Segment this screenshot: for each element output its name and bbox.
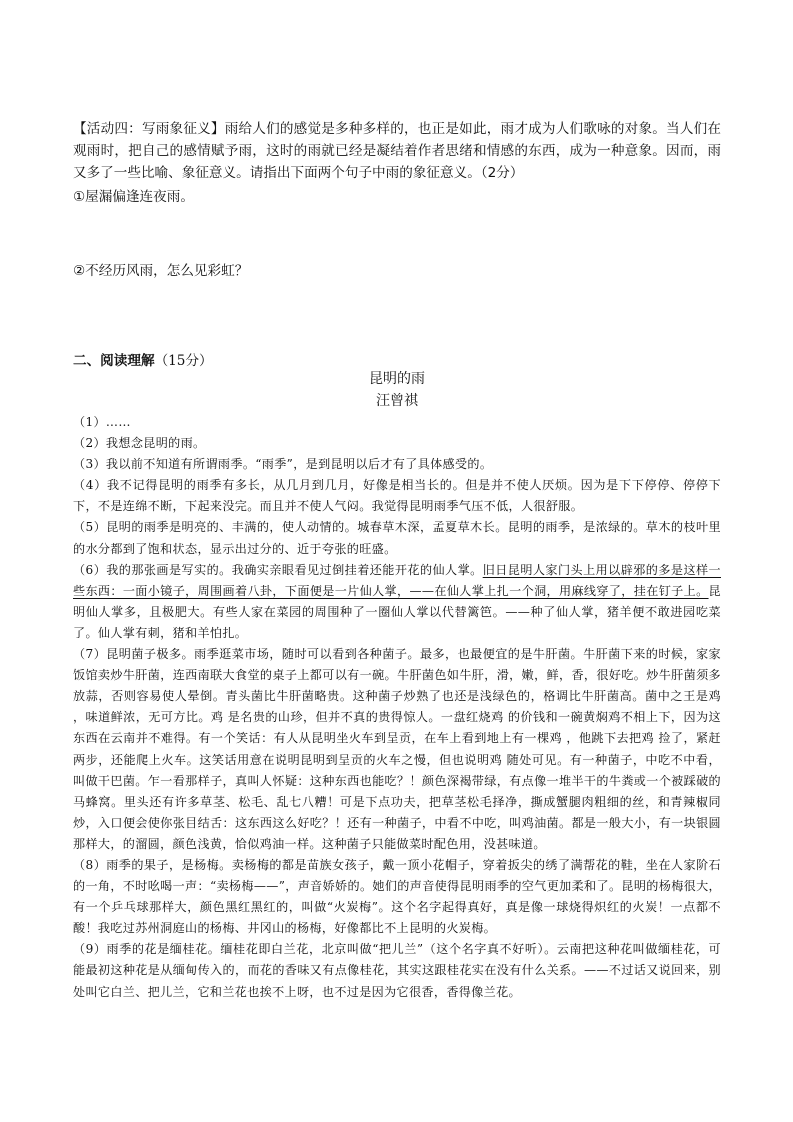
paragraph-1: （1）……: [73, 415, 131, 429]
activity-four-prompt: [73, 118, 721, 184]
section-heading-text: 二、阅读理解: [73, 353, 155, 369]
question-sentence-2: ②不经历风雨，怎么见彩虹？: [73, 263, 249, 279]
activity-label: 【活动四：写雨象征义】: [73, 121, 225, 137]
paragraph-6-part-b: 昆明仙人掌多，且极肥大。有些人家在菜园的周围种了一圈仙人掌以代替篱笆。——种了仙人掌，猪羊便不敢进园吃菜了。仙人掌有刺，猪和羊怕扎。: [73, 583, 721, 640]
paragraph-6-underlined-sentence: 旧日昆明人家门头上用以辟邪的多是这样一些东西：一面小镜子，周围画着八卦，下面便是一片仙人掌，——在仙人掌上扎一个洞，用麻线穿了，挂在钉子上。: [73, 562, 721, 598]
document-page: [73, 118, 721, 1003]
paragraph-7: （7）昆明菌子极多。雨季逛菜市场，随时可以看到各种菌子。最多，也最便宜的是牛肝菌。牛肝菌下来的时候，家家饭馆卖炒牛肝菌，连西南联大食堂的桌子上都可以有一碗。牛肝菌色如牛肝，滑，嫩，鲜，香，很好吃。炒牛肝菌须多放蒜，否则容易使人晕倒。青头菌比牛肝菌略贵。这种菌子炒熟了也还是浅绿色的，格调比牛肝菌高。菌中之王是鸡 ，味道鲜浓，无可方比。鸡 是名贵的山珍，但并不真的贵得惊人。一盘红烧鸡 的价钱和一碗黄焖鸡不相上下，因为这东西在云南并不难得。有一个笑话：有人从昆明坐火车到呈贡，在车上看到地上有一棵鸡 ，他跳下去把鸡 捡了，紧赶两步，还能爬上火车。这笑话用意在说明昆明到呈贡的火车之慢，但也说明鸡 随处可见。有一种菌子，中吃不中看，叫做干巴菌。乍一看那样子，真叫人怀疑：这种东西也能吃？！颜色深褐带绿，有点像一堆半干的牛粪或一个被踩破的马蜂窝。里头还有许多草茎、松毛、乱七八糟！可是下点功夫，把草茎松毛择净，撕成蟹腿肉粗细的丝，和青辣椒同炒，入口便会使你张目结舌：这东西这么好吃？！还有一种菌子，中看不中吃，叫鸡油菌。都是一般大小，有一块银圆那样大，的溜圆，颜色浅黄，恰似鸡油一样。这种菌子只能做菜时配色用，没甚味道。: [73, 647, 721, 851]
article-body: [73, 412, 721, 1003]
question-sentence-1: ①屋漏偏逢连夜雨。: [73, 189, 194, 205]
article-author: 汪曾祺: [376, 393, 418, 409]
paragraph-4: （4）我不记得昆明的雨季有多长，从几月到几月，好像是相当长的。但是并不使人厌烦。因为是下下停停、停停下下，不是连绵不断，下起来没完。而且并不使人气闷。我觉得昆明雨季气压不低，人很舒服。: [73, 478, 721, 514]
paragraph-6-part-a: （6）我的那张画是写实的。我确实亲眼看见过倒挂着还能开花的仙人掌。: [73, 562, 483, 577]
paragraph-6: [73, 560, 721, 644]
paragraph-5: （5）昆明的雨季是明亮的、丰满的，使人动情的。城春草木深，孟夏草木长。昆明的雨季，是浓绿的。草木的枝叶里的水分都到了饱和状态，显示出过分的、近于夸张的旺盛。: [73, 520, 721, 556]
section-score: （15分）: [154, 353, 213, 369]
paragraph-8: （8）雨季的果子，是杨梅。卖杨梅的都是苗族女孩子，戴一顶小花帽子，穿着扳尖的绣了满帮花的鞋，坐在人家阶石的一角，不时吆喝一声：“卖杨梅——”，声音娇娇的。她们的声音使得昆明雨季的空气更加柔和了。昆明的杨梅很大，有一个乒乓球那样大，颜色黑红黑红的，叫做“火炭梅”。这个名字起得真好，真是像一球烧得炽红的火炭！一点都不酸！我吃过苏州洞庭山的杨梅、井冈山的杨梅，好像都比不上昆明的火炭梅。: [73, 857, 721, 936]
paragraph-9: （9）雨季的花是缅桂花。缅桂花即白兰花，北京叫做“把儿兰”（这个名字真不好听）。云南把这种花叫做缅桂花，可能最初这种花是从缅甸传入的，而花的香味又有点像桂花，其实这跟桂花实在没有什么关系。——不过话又说回来，别处叫它白兰、把儿兰，它和兰花也挨不上呀，也不过是因为它很香，香得像兰花。: [73, 942, 721, 999]
paragraph-3: （3）我以前不知道有所谓雨季。“雨季”，是到昆明以后才有了具体感受的。: [73, 457, 493, 472]
paragraph-2: （2）我想念昆明的雨。: [73, 436, 206, 451]
activity-text: 雨给人们的感觉是多种多样的，也正是如此，雨才成为人们歌咏的对象。当人们在观雨时，把自己的感情赋予雨，这时的雨就已经是凝结着作者思绪和情感的东西，成为一种意象。因而，雨又多了一些比喻、象征意义。请指出下面两个句子中雨的象征意义。（2分）: [73, 121, 722, 181]
article-title: 昆明的雨: [369, 371, 425, 387]
